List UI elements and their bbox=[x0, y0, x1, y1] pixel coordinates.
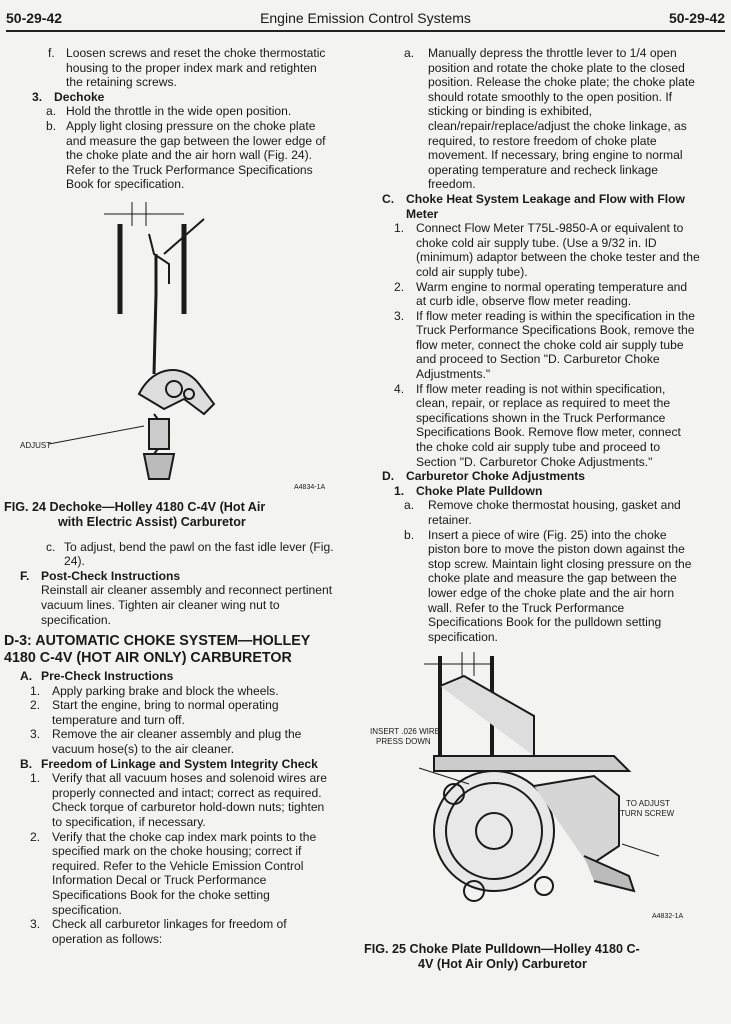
step-marker: 1. bbox=[30, 683, 41, 698]
post-check-text: Reinstall air cleaner assembly and reconnect pertinent vacuum lines. Tighten air cleaner wing nut to specification. bbox=[41, 583, 333, 627]
caption-line: 4V (Hot Air Only) Carburetor bbox=[418, 956, 587, 971]
step-text: Remove choke thermostat housing, gasket and retainer. bbox=[428, 498, 681, 527]
figure-24-caption bbox=[4, 500, 336, 530]
step-marker: A. bbox=[20, 669, 33, 684]
left-column bbox=[4, 46, 336, 946]
section-pre-check bbox=[4, 669, 336, 684]
step-c1 bbox=[364, 221, 700, 279]
step-text: Verify that the choke cap index mark points to the specified mark on the choke housing; correct if required. Refer to the Vehicle Emission Control Information Decal or Truck Performance Specifications Book for the choke setting specification. bbox=[52, 829, 317, 917]
step-b bbox=[4, 119, 336, 192]
section-d3-heading bbox=[4, 633, 336, 667]
caption-line: with Electric Assist) Carburetor bbox=[58, 514, 246, 529]
figure-25-illustration bbox=[364, 646, 700, 940]
step-marker: 3. bbox=[32, 89, 43, 104]
label-insert-wire: INSERT .026 WIRE bbox=[370, 727, 440, 737]
step-c bbox=[4, 540, 336, 569]
step-marker: 3. bbox=[394, 308, 405, 323]
step-marker: a. bbox=[404, 498, 415, 513]
section-title: Choke Heat System Leakage and Flow with Flow Meter bbox=[406, 191, 685, 221]
step-b1 bbox=[4, 771, 336, 829]
heading-line: 4180 C-4V (HOT AIR ONLY) CARBURETOR bbox=[4, 650, 292, 667]
step-text: Check all carburetor linkages for freedom of operation as follows: bbox=[52, 917, 287, 946]
figure-24-illustration bbox=[4, 194, 336, 498]
step-marker: a. bbox=[404, 46, 415, 60]
step-right-a bbox=[364, 46, 700, 192]
caption-line: FIG. 24 Dechoke—Holley 4180 C-4V (Hot Air bbox=[4, 499, 266, 514]
step-b2 bbox=[4, 830, 336, 918]
step-text: Insert a piece of wire (Fig. 25) into the choke piston bore to move the piston down against the stop screw. Maintain light closing pressure on the choke plate and measure the gap between the lower edge of the choke plate and the air horn wall. Refer to the Truck Performance Specifications Book for the pulldown setting specification. bbox=[428, 527, 692, 644]
figure-25-caption bbox=[364, 942, 700, 972]
dechoke-diagram bbox=[4, 194, 336, 494]
heading-line: D-3: AUTOMATIC CHOKE SYSTEM—HOLLEY bbox=[4, 633, 311, 650]
step-b3 bbox=[4, 917, 336, 946]
section-title: Post-Check Instructions bbox=[41, 568, 181, 583]
header-rule bbox=[6, 30, 725, 32]
step-a2 bbox=[4, 698, 336, 727]
step-marker: B. bbox=[20, 756, 33, 771]
label-to-adjust: TO ADJUST bbox=[626, 799, 670, 809]
step-text: Connect Flow Meter T75L-9850-A or equivalent to choke cold air supply tube. (Use a 9/32 in. ID (minimum) adaptor between the choke tester and the cold air supply tube). bbox=[416, 221, 700, 279]
step-marker: c. bbox=[46, 539, 56, 554]
step-text: To adjust, bend the pawl on the fast idle lever (Fig. 24). bbox=[64, 539, 334, 569]
step-text: Loosen screws and reset the choke thermostatic housing to the proper index mark and retighten the retaining screws. bbox=[66, 46, 326, 90]
section-post-check bbox=[4, 569, 336, 584]
step-f bbox=[4, 46, 336, 90]
figure-code: A4832-1A bbox=[652, 913, 684, 921]
step-marker: f. bbox=[48, 46, 55, 60]
step-da bbox=[364, 498, 700, 527]
section-choke-plate-pulldown bbox=[364, 484, 700, 499]
section-freedom-of-linkage bbox=[4, 757, 336, 772]
step-text: Remove the air cleaner assembly and plug the vacuum hose(s) to the air cleaner. bbox=[52, 727, 302, 757]
label-turn-screw: TURN SCREW bbox=[620, 809, 675, 819]
page-header bbox=[0, 6, 731, 32]
step-marker: 4. bbox=[394, 381, 405, 396]
step-marker: F. bbox=[20, 568, 30, 583]
step-db bbox=[364, 528, 700, 645]
label-press-down: PRESS DOWN bbox=[376, 737, 431, 747]
step-c2 bbox=[364, 280, 700, 309]
step-a1 bbox=[4, 684, 336, 699]
step-marker: D. bbox=[382, 469, 395, 484]
step-marker: 2. bbox=[30, 698, 41, 713]
step-text: Manually depress the throttle lever to 1/4 open position and rotate the choke plate to the closed position. Release the choke plate; the choke plate should rotate smoothly to the open position. If sticking or binding is exhibited, clean/repair/replace/adjust the choke linkage, as required, to restore freedom of choke plate movement. If necessary, bring engine to normal operating temperature and recheck linkage freedom. bbox=[428, 46, 695, 192]
section-title: Choke Plate Pulldown bbox=[416, 483, 543, 498]
step-text: Start the engine, bring to normal operating temperature and turn off. bbox=[52, 698, 279, 727]
step-marker: 3. bbox=[30, 727, 41, 742]
step-marker: 2. bbox=[394, 279, 405, 294]
step-marker: C. bbox=[382, 191, 395, 206]
step-c3 bbox=[364, 309, 700, 382]
step-marker: 1. bbox=[30, 771, 41, 786]
caption-line: FIG. 25 Choke Plate Pulldown—Holley 4180 C- bbox=[364, 941, 640, 956]
section-title: Pre-Check Instructions bbox=[41, 669, 174, 684]
section-carburetor-choke-adjustments bbox=[364, 469, 700, 484]
label-adjust: ADJUST bbox=[20, 440, 52, 450]
step-text: Apply light closing pressure on the choke plate and measure the gap between the lower edge of the choke plate and the air horn wall (Fig. 24). Refer to the Truck Performance Specifications Book for specification. bbox=[66, 118, 326, 192]
step-marker: b. bbox=[404, 527, 415, 542]
step-marker: 2. bbox=[30, 829, 41, 844]
step-text: Hold the throttle in the wide open position. bbox=[66, 104, 292, 119]
section-dechoke bbox=[4, 90, 336, 105]
right-column bbox=[364, 46, 700, 972]
step-c4 bbox=[364, 382, 700, 470]
step-marker: 3. bbox=[30, 917, 41, 932]
page-title: Engine Emission Control Systems bbox=[260, 10, 471, 26]
pulldown-diagram bbox=[364, 646, 700, 936]
step-text: Verify that all vacuum hoses and solenoid wires are properly connected and intact; correct as required. Check torque of carburetor hold-down nuts; tighten to specification, if necessary. bbox=[52, 771, 327, 830]
step-text: If flow meter reading is within the specification in the Truck Performance Specifications Book, remove the flow meter, connect the choke cold air supply tube and proceed to Section "D. Carburetor Choke Adjustments." bbox=[416, 308, 695, 382]
figure-code: A4834-1A bbox=[294, 483, 326, 491]
step-text: If flow meter reading is not within specification, clean, repair, or replace as required to meet the specifications shown in the Truck Performance Specifications Book. Remove flow meter, connect the choke cold air supply tube and proceed to Section "D. Carburetor Choke Adjustments." bbox=[416, 381, 681, 469]
step-text: Warm engine to normal operating temperature and at curb idle, observe flow meter reading. bbox=[416, 279, 688, 309]
step-marker: 1. bbox=[394, 483, 405, 498]
step-marker: 1. bbox=[394, 221, 405, 236]
step-a bbox=[4, 104, 336, 119]
section-choke-heat bbox=[364, 192, 700, 221]
section-title: Carburetor Choke Adjustments bbox=[406, 469, 585, 484]
section-title: Freedom of Linkage and System Integrity Check bbox=[41, 756, 318, 771]
step-a3 bbox=[4, 727, 336, 756]
page-number-left: 50-29-42 bbox=[6, 10, 63, 26]
step-marker: b. bbox=[46, 118, 57, 133]
step-text: Apply parking brake and block the wheels. bbox=[52, 683, 279, 698]
step-marker: a. bbox=[46, 104, 57, 119]
page-number-right: 50-29-42 bbox=[668, 10, 725, 26]
section-title: Dechoke bbox=[54, 89, 105, 104]
